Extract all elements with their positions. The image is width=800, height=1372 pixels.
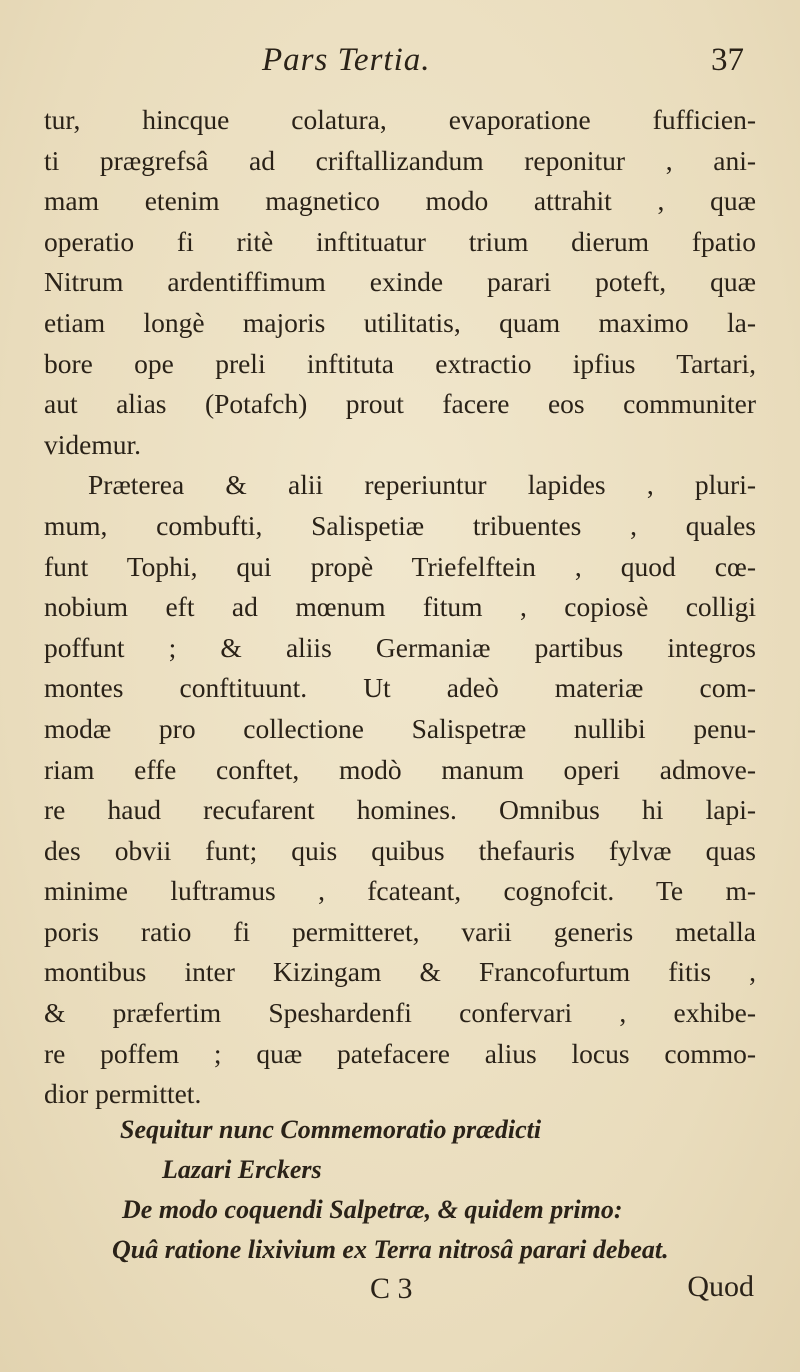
page-header — [0, 40, 800, 90]
text-line: riam effe conftet, modò manum operi admove- — [44, 753, 756, 785]
text-line: modæ pro collectione Salispetræ nullibi penu- — [44, 712, 756, 744]
body-text — [44, 100, 756, 1115]
text-line: etiam longè majoris utilitatis, quam maximo la- — [44, 306, 756, 338]
text-line: re haud recufarent homines. Omnibus hi lapi- — [44, 794, 756, 826]
text-line: aut alias (Potafch) prout facere eos communiter — [44, 388, 756, 420]
signature-mark: C 3 — [370, 1272, 413, 1305]
text-line: poffunt ; & aliis Germaniæ partibus integros — [44, 631, 756, 663]
heading-line: De modo coquendi Salpetræ, & quidem primo: — [122, 1195, 623, 1224]
text-line: mam etenim magnetico modo attrahit , quæ — [44, 185, 756, 217]
text-line: minime luftramus , fcateant, cognofcit. Te m- — [44, 875, 756, 907]
text-line: ti prægrefsâ ad criftallizandum reponitur , ani- — [44, 144, 756, 176]
text-line: poris ratio fi permitteret, varii generis metalla — [44, 915, 756, 947]
text-line: videmur. — [44, 428, 142, 460]
text-line: & præfertim Speshardenfi confervari , exhibe- — [44, 997, 756, 1029]
heading-line: Sequitur nunc Commemoratio prædicti — [120, 1115, 542, 1144]
text-line: funt Tophi, qui propè Triefelftein , quod cœ- — [44, 550, 756, 582]
text-line: bore ope preli inftituta extractio ipfius Tartari, — [44, 347, 756, 379]
text-line: nobium eft ad mœnum fitum , copiosè colligi — [44, 591, 756, 623]
text-line: montes conftituunt. Ut adeò materiæ com- — [44, 672, 756, 704]
text-line: operatio fi ritè inftituatur trium dierum fpatio — [44, 225, 756, 257]
text-line: des obvii funt; quis quibus thefauris fylvæ quas — [44, 834, 756, 866]
text-line: Nitrum ardentiffimum exinde parari poteft, quæ — [44, 266, 756, 298]
heading-line: Quâ ratione lixivium ex Terra nitrosâ parari debeat. — [112, 1235, 669, 1264]
heading-line: Lazari Erckers — [162, 1155, 322, 1184]
text-line: Præterea & alii reperiuntur lapides , pluri- — [88, 469, 756, 501]
running-title: Pars Tertia. — [262, 42, 431, 78]
catchword: Quod — [687, 1270, 754, 1303]
text-line: mum, combufti, Salispetiæ tribuentes , quales — [44, 509, 756, 541]
text-line: dior permittet. — [44, 1078, 202, 1110]
text-line: re poffem ; quæ patefacere alius locus commo- — [44, 1037, 756, 1069]
page-number: 37 — [711, 42, 744, 78]
text-line: montibus inter Kizingam & Francofurtum fitis , — [44, 956, 756, 988]
text-line: tur, hincque colatura, evaporatione fufficien- — [44, 104, 756, 135]
